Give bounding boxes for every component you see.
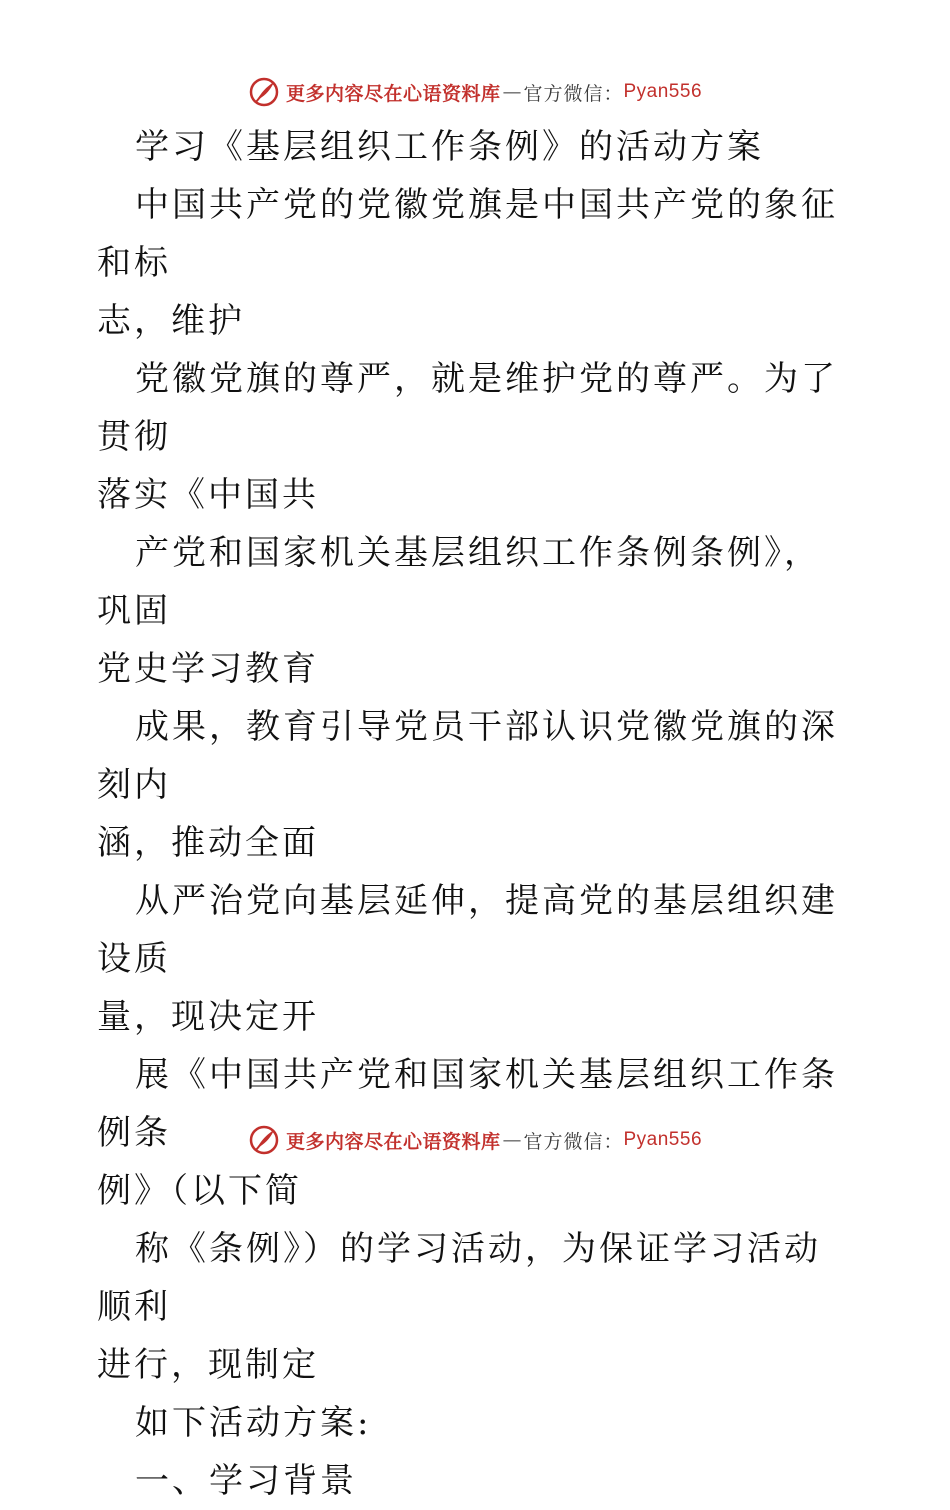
paragraph-line: 如下活动方案: xyxy=(135,1403,372,1443)
paragraph-line: 量，现决定开 xyxy=(97,997,319,1037)
paragraph xyxy=(97,176,857,350)
paragraph-line: 从严治党向基层延伸，提高党的基层组织建设质 xyxy=(97,881,838,979)
paragraph xyxy=(97,350,857,524)
banner-wechat-id: Pyan556 xyxy=(623,1129,703,1150)
paragraph-line: 志，维护 xyxy=(97,301,245,341)
document-title xyxy=(97,118,857,176)
banner-sub-text: 官方微信： xyxy=(523,1130,624,1153)
paragraph-line: 一、学习背景 xyxy=(135,1461,357,1501)
paragraph-line: 称《条例》）的学习活动，为保证学习活动顺利 xyxy=(97,1229,821,1327)
paragraph-line: 涵，推动全面 xyxy=(97,823,319,863)
footer-banner xyxy=(0,1120,950,1160)
paragraph xyxy=(97,524,857,698)
paragraph-line: 产党和国家机关基层组织工作条例条例》，巩固 xyxy=(97,533,821,631)
banner-wechat-id: Pyan556 xyxy=(623,81,703,102)
section-heading xyxy=(97,1452,857,1510)
header-banner xyxy=(0,72,950,112)
banner-main-text: 更多内容尽在心语资料库 xyxy=(285,1130,501,1153)
paragraph xyxy=(97,698,857,872)
document-body xyxy=(97,118,857,1510)
paragraph-line: 成果，教育引导党员干部认识党徽党旗的深刻内 xyxy=(97,707,838,805)
paragraph xyxy=(97,872,857,1046)
paragraph xyxy=(97,1220,857,1394)
paragraph-line: 党徽党旗的尊严，就是维护党的尊严。为了贯彻 xyxy=(97,359,838,457)
banner-sub-text: 官方微信： xyxy=(523,82,624,105)
banner-dash: — xyxy=(502,81,522,103)
paragraph-line: 例》（以下简 xyxy=(97,1171,302,1211)
feather-pen-logo-icon xyxy=(248,76,280,108)
paragraph-line: 展《中国共产党和国家机关基层组织工作条例条 xyxy=(97,1055,838,1153)
feather-pen-logo-icon xyxy=(248,1124,280,1156)
paragraph-line: 中国共产党的党徽党旗是中国共产党的象征和标 xyxy=(97,185,838,283)
banner-main-text: 更多内容尽在心语资料库 xyxy=(285,82,501,105)
paragraph xyxy=(97,1394,857,1452)
paragraph-line: 学习《基层组织工作条例》的活动方案 xyxy=(135,127,764,167)
paragraph-line: 进行，现制定 xyxy=(97,1345,319,1385)
banner-dash: — xyxy=(502,1129,522,1151)
paragraph-line: 党史学习教育 xyxy=(97,649,319,689)
paragraph-line: 落实《中国共 xyxy=(97,475,319,515)
